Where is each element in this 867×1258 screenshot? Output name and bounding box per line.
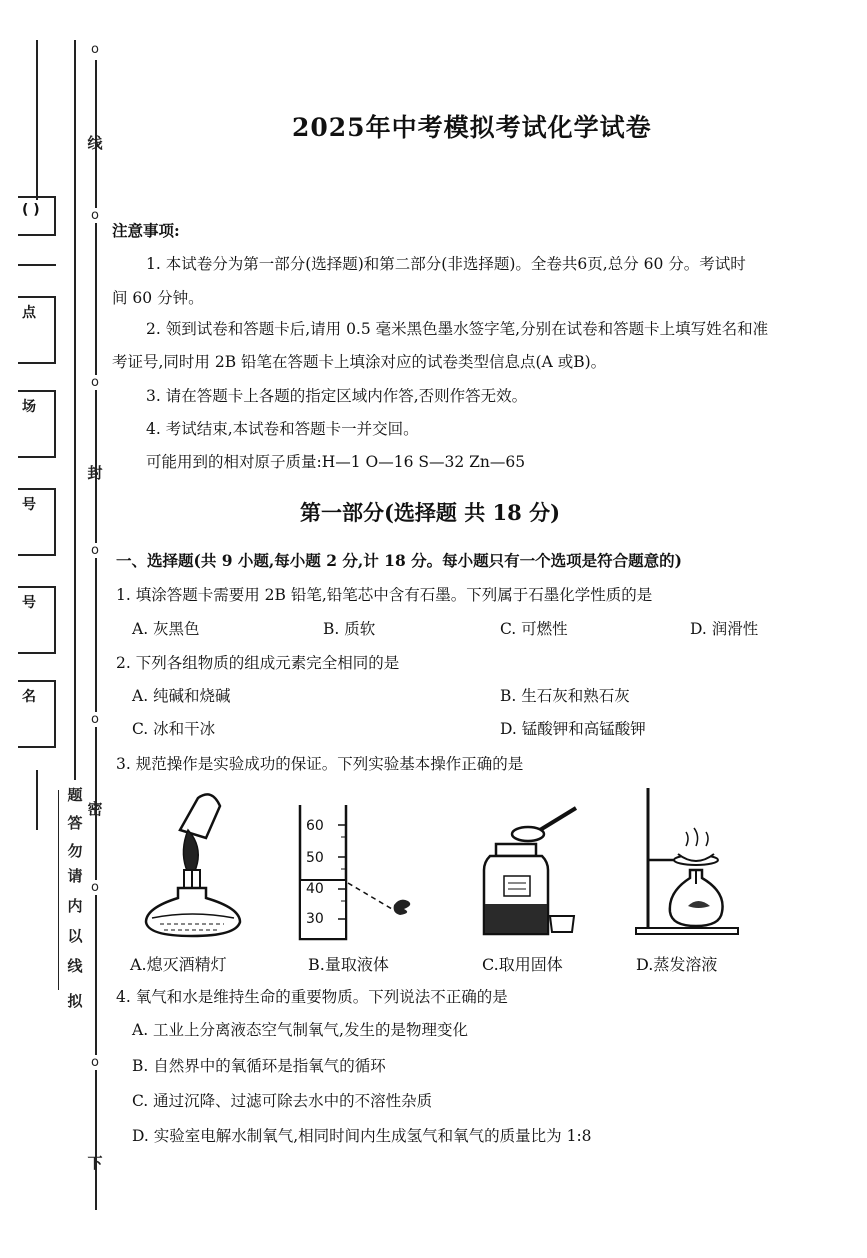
question-2-option-d: D. 锰酸钾和高锰酸钾 xyxy=(500,720,646,738)
warning-char: 请 xyxy=(67,867,83,885)
question-2-option-c: C. 冰和干冰 xyxy=(132,720,216,738)
solid-sampling-figure xyxy=(482,800,592,940)
margin-top-mark: o xyxy=(88,42,102,57)
binding-circle: o xyxy=(88,712,102,727)
atomic-masses: 可能用到的相对原子质量:H—1 O—16 S—32 Zn—65 xyxy=(146,453,526,471)
binding-circle: o xyxy=(88,1055,102,1070)
field-box-exam-number: 号 xyxy=(18,586,56,654)
notice-line: 2. 领到试卷和答题卡后,请用 0.5 毫米黑色墨水签字笔,分别在试卷和答题卡上填写姓名和准 xyxy=(146,320,769,338)
question-4-option-d: D. 实验室电解水制氧气,相同时间内生成氢气和氧气的质量比为 1:8 xyxy=(132,1127,592,1145)
field-box-name: 名 xyxy=(18,680,56,748)
warning-char: 线 xyxy=(67,957,83,975)
question-3-option-d: D.蒸发溶液 xyxy=(636,955,718,974)
question-3-option-b: B.量取液体 xyxy=(308,955,389,974)
warning-char: 以 xyxy=(67,927,83,945)
binding-circle: o xyxy=(88,543,102,558)
warning-char: 题 xyxy=(67,786,83,804)
exam-title: 2025年中考模拟考试化学试卷 xyxy=(292,113,652,142)
question-1-option-b: B. 质软 xyxy=(323,620,376,638)
notice-line: 1. 本试卷分为第一部分(选择题)和第二部分(非选择题)。全卷共6页,总分 60 分。考试时 xyxy=(146,255,746,273)
question-3-stem: 3. 规范操作是实验成功的保证。下列实验基本操作正确的是 xyxy=(116,755,524,773)
notice-line: 4. 考试结束,本试卷和答题卡一并交回。 xyxy=(146,420,419,438)
warning-char: 勿 xyxy=(67,842,83,860)
question-2-option-b: B. 生石灰和熟石灰 xyxy=(500,687,630,705)
binding-char-line: 线 xyxy=(87,134,103,152)
binding-circle: o xyxy=(88,880,102,895)
question-1-option-d: D. 润滑性 xyxy=(690,620,759,638)
cylinder-tick-30: 30 xyxy=(306,911,324,927)
part1-intro: 一、选择题(共 9 小题,每小题 2 分,计 18 分。每小题只有一个选项是符合题意的) xyxy=(116,551,682,570)
warning-char: 内 xyxy=(67,897,83,915)
question-4-option-a: A. 工业上分离液态空气制氧气,发生的是物理变化 xyxy=(132,1021,468,1039)
field-box-exam-site: 点 xyxy=(18,296,56,364)
cylinder-tick-60: 60 xyxy=(306,818,324,834)
question-1-option-a: A. 灰黑色 xyxy=(132,620,200,638)
notice-heading: 注意事项: xyxy=(112,221,180,240)
question-4-stem: 4. 氧气和水是维持生命的重要物质。下列说法不正确的是 xyxy=(116,988,508,1006)
question-3-option-a: A.熄灭酒精灯 xyxy=(130,955,227,974)
question-1-option-c: C. 可燃性 xyxy=(500,620,568,638)
field-box-exam-room: 场 xyxy=(18,390,56,458)
part1-heading: 第一部分(选择题 共 18 分) xyxy=(300,500,561,525)
binding-circle: o xyxy=(88,375,102,390)
question-1-stem: 1. 填涂答题卡需要用 2B 铅笔,铅笔芯中含有石墨。下列属于石墨化学性质的是 xyxy=(116,586,653,604)
binding-char-below: 下 xyxy=(87,1154,103,1172)
binding-circle: o xyxy=(88,208,102,223)
question-2-option-a: A. 纯碱和烧碱 xyxy=(132,687,231,705)
warning-char: 拟 xyxy=(67,992,83,1010)
binding-char-secret: 密 xyxy=(87,800,103,818)
notice-line: 3. 请在答题卡上各题的指定区域内作答,否则作答无效。 xyxy=(146,387,528,405)
field-box-seat-number: 号 xyxy=(18,488,56,556)
field-box-class: ( ) xyxy=(18,196,56,236)
binding-char-seal: 封 xyxy=(87,464,103,482)
question-4-option-b: B. 自然界中的氧循环是指氧气的循环 xyxy=(132,1057,386,1075)
question-3-option-c: C.取用固体 xyxy=(482,955,563,974)
cylinder-tick-50: 50 xyxy=(306,850,324,866)
question-2-stem: 2. 下列各组物质的组成元素完全相同的是 xyxy=(116,654,400,672)
evaporation-figure xyxy=(634,788,744,938)
cylinder-tick-40: 40 xyxy=(306,881,324,897)
notice-line: 间 60 分钟。 xyxy=(112,289,204,307)
notice-line: 考证号,同时用 2B 铅笔在答题卡上填涂对应的试卷类型信息点(A 或B)。 xyxy=(112,353,607,371)
warning-char: 答 xyxy=(67,814,83,832)
question-4-option-c: C. 通过沉降、过滤可除去水中的不溶性杂质 xyxy=(132,1092,433,1110)
alcohol-lamp-figure xyxy=(140,790,250,950)
